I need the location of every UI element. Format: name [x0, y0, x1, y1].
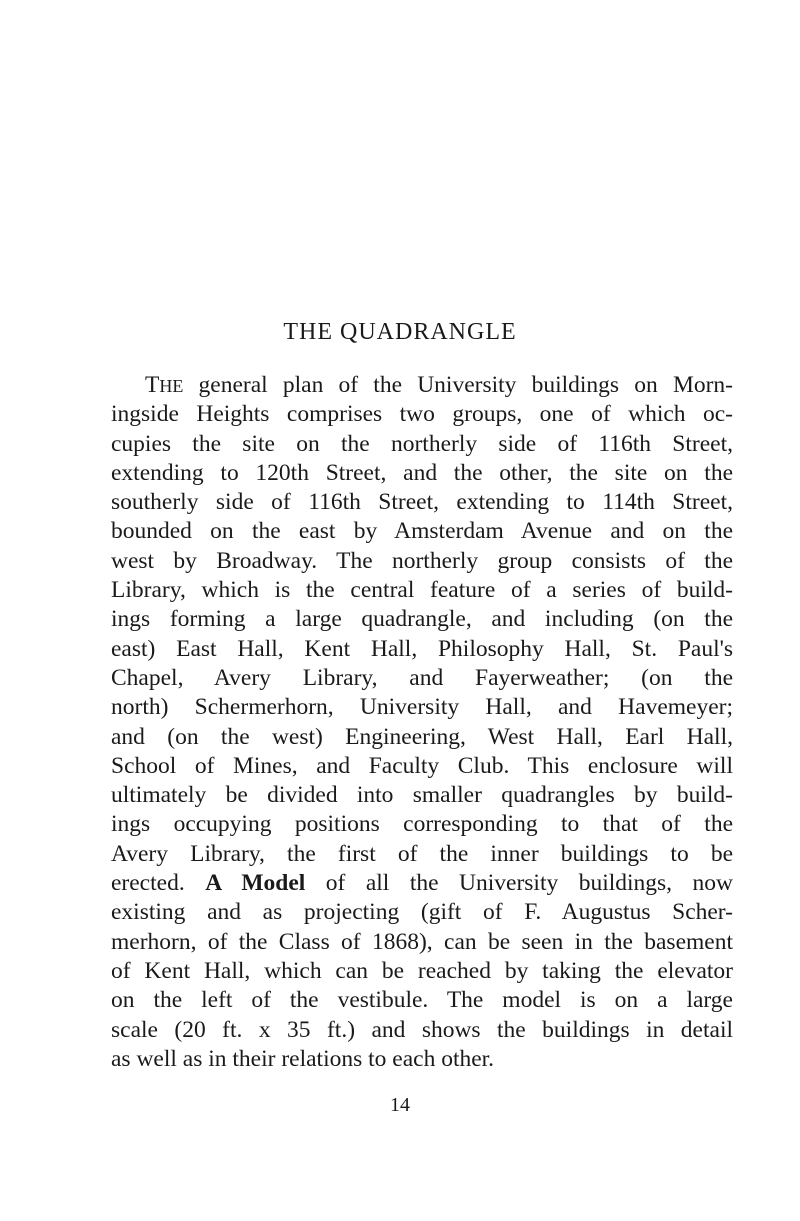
- paragraph-line: ingside Heights comprises two groups, one of which oc-: [111, 401, 733, 428]
- paragraph-line: School of Mines, and Faculty Club. This enclosure will: [111, 752, 733, 779]
- paragraph-line: on the left of the vestibule. The model is on a large: [111, 987, 733, 1014]
- paragraph-line: ings occupying positions corresponding to that of the: [111, 811, 733, 838]
- page-title: THE QUADRANGLE: [283, 319, 517, 345]
- paragraph-line: north) Schermerhorn, University Hall, and Havemeyer;: [111, 694, 733, 721]
- paragraph-line: ultimately be divided into smaller quadrangles by build-: [111, 782, 733, 809]
- paragraph-line-text: general plan of the University buildings on Morn-: [183, 372, 733, 398]
- body-paragraph: [111, 371, 733, 1074]
- paragraph-line: [111, 371, 733, 400]
- paragraph-line: ings forming a large quadrangle, and including (on the: [111, 606, 733, 633]
- paragraph-line: east) East Hall, Kent Hall, Philosophy Hall, St. Paul's: [111, 635, 733, 662]
- paragraph-line: Chapel, Avery Library, and Fayerweather; (on the: [111, 664, 733, 691]
- paragraph-line: Avery Library, the first of the inner buildings to be: [111, 840, 733, 867]
- drop-word-initial: T: [145, 372, 160, 398]
- bold-term: A Model: [205, 870, 306, 897]
- paragraph-line: existing and as projecting (gift of F. Augustus Scher-: [111, 899, 733, 926]
- paragraph-line: southerly side of 116th Street, extending to 114th Street,: [111, 489, 733, 516]
- paragraph-line: [111, 869, 733, 898]
- paragraph-line: extending to 120th Street, and the other, the site on the: [111, 459, 733, 486]
- paragraph-line: as well as in their relations to each other.: [111, 1045, 495, 1072]
- paragraph-line: merhorn, of the Class of 1868), can be seen in the basement: [111, 928, 733, 955]
- paragraph-line: scale (20 ft. x 35 ft.) and shows the buildings in detail: [111, 1016, 733, 1043]
- paragraph-line: and (on the west) Engineering, West Hall, Earl Hall,: [111, 723, 733, 750]
- paragraph-line-text: erected.: [111, 870, 206, 897]
- paragraph-line: cupies the site on the northerly side of 116th Street,: [111, 430, 733, 457]
- paragraph-line: west by Broadway. The northerly group consists of the: [111, 547, 733, 574]
- drop-word-rest: HE: [159, 376, 184, 396]
- paragraph-line-text: of all the University buildings, now: [305, 870, 734, 897]
- paragraph-line: of Kent Hall, which can be reached by taking the elevator: [111, 957, 733, 984]
- paragraph-line: bounded on the east by Amsterdam Avenue and on the: [111, 518, 733, 545]
- paragraph-line: Library, which is the central feature of a series of build-: [111, 577, 733, 604]
- page-number: 14: [390, 1094, 410, 1116]
